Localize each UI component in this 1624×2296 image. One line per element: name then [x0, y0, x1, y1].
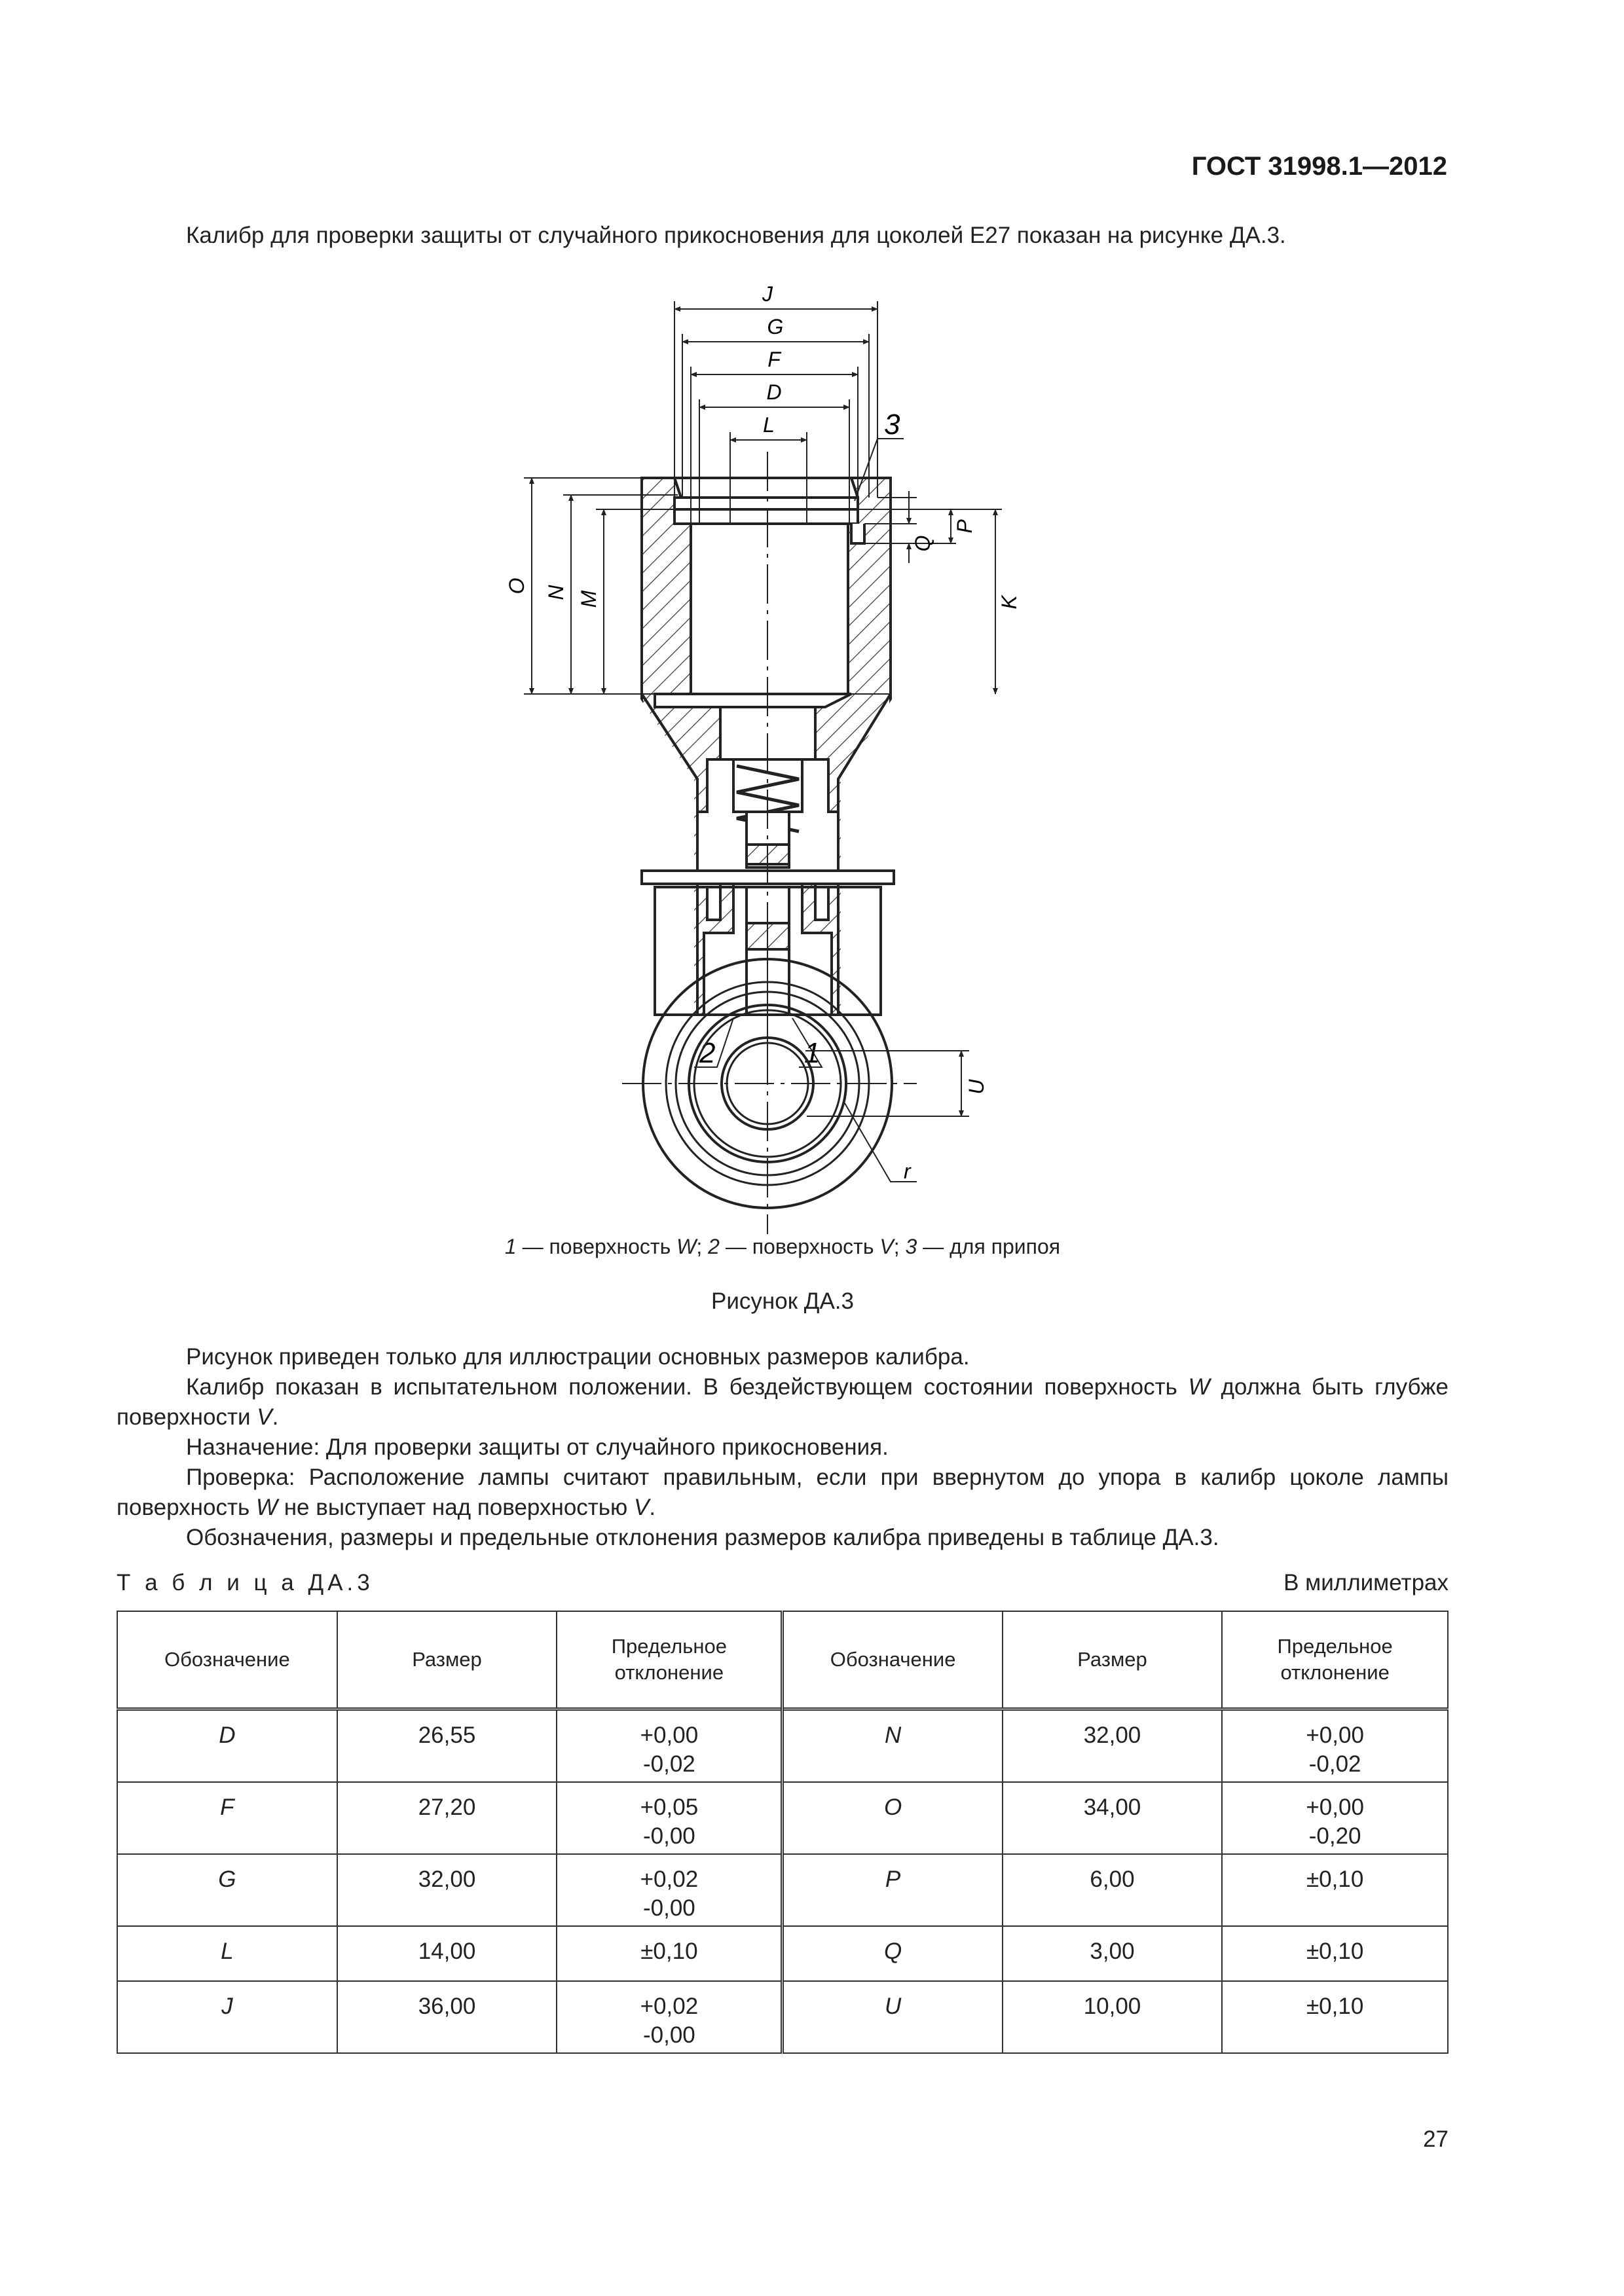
- legend-num-1: 1: [504, 1235, 517, 1258]
- dim-label-D: D: [766, 380, 782, 404]
- tolerance-lower: -0,20: [1308, 1823, 1361, 1849]
- dim-label-F: F: [767, 348, 781, 371]
- cell-symbol: J: [117, 1981, 337, 2053]
- section-view: [639, 478, 894, 1018]
- dim-label-J: J: [762, 282, 773, 306]
- tolerance-lower: -0,00: [642, 2022, 695, 2048]
- cell-tolerance: [557, 1981, 783, 2053]
- cell-tolerance: [1222, 1709, 1448, 1783]
- legend-sep-1: ;: [696, 1235, 709, 1258]
- cell-symbol: N: [783, 1709, 1003, 1783]
- cell-tolerance: [1222, 1926, 1448, 1981]
- table-row: [117, 1709, 1448, 1783]
- table-title: Т а б л и ц а ДА.3: [117, 1570, 374, 1595]
- tolerance-upper: +0,02: [640, 1994, 699, 2019]
- cell-size: 34,00: [1003, 1782, 1223, 1854]
- paragraph-4-b: не выступает над поверхностью: [278, 1495, 635, 1520]
- paragraph-4-W: W: [255, 1495, 278, 1520]
- paragraph-2: [117, 1372, 1449, 1432]
- tolerance-lower: -0,00: [642, 1823, 695, 1849]
- paragraph-4-V: V: [634, 1495, 650, 1520]
- dim-label-K: K: [997, 595, 1021, 610]
- cell-symbol: L: [117, 1926, 337, 1981]
- cell-tolerance: [557, 1926, 783, 1981]
- paragraph-2-c: .: [272, 1404, 279, 1430]
- cell-size: 36,00: [337, 1981, 557, 2053]
- page-number: 27: [1423, 2126, 1449, 2152]
- tolerance-upper: +0,02: [640, 1867, 699, 1892]
- tolerance-upper: +0,00: [640, 1722, 699, 1748]
- dim-label-G: G: [767, 315, 784, 338]
- cell-symbol: D: [117, 1709, 337, 1783]
- cell-size: 10,00: [1003, 1981, 1223, 2053]
- standard-header: ГОСТ 31998.1—2012: [1191, 152, 1447, 181]
- tolerance-upper: +0,00: [1306, 1722, 1364, 1748]
- cell-size: 27,20: [337, 1782, 557, 1854]
- paragraph-5: Обозначения, размеры и предельные отклонения размеров калибра приведены в таблице ДА.3.: [186, 1525, 1219, 1550]
- paragraph-4: [117, 1463, 1449, 1523]
- callout-1: 1: [804, 1037, 821, 1069]
- table-row: [117, 1926, 1448, 1981]
- dim-label-M: M: [577, 590, 600, 608]
- dim-label-L: L: [763, 413, 775, 437]
- cell-symbol: U: [783, 1981, 1003, 2053]
- legend-num-2: 2: [708, 1235, 720, 1258]
- cell-symbol: O: [783, 1782, 1003, 1854]
- tolerance-lower: -0,00: [642, 1895, 695, 1921]
- callout-3: 3: [884, 409, 900, 441]
- cell-size: 32,00: [337, 1854, 557, 1926]
- cell-tolerance: [1222, 1782, 1448, 1854]
- cell-symbol: F: [117, 1782, 337, 1854]
- table-units: В миллиметрах: [1283, 1570, 1449, 1595]
- cell-tolerance: [1222, 1981, 1448, 2053]
- col-header-tolerance-1: Предельное отклонение: [557, 1611, 783, 1709]
- legend-sep-2: ;: [893, 1235, 906, 1258]
- cell-size: 3,00: [1003, 1926, 1223, 1981]
- cell-size: 26,55: [337, 1709, 557, 1783]
- dim-label-Q: Q: [911, 535, 934, 552]
- cell-symbol: P: [783, 1854, 1003, 1926]
- tolerance-upper: ±0,10: [1306, 1939, 1364, 1964]
- paragraph-4-c: .: [649, 1495, 656, 1520]
- tolerance-upper: ±0,10: [1306, 1994, 1364, 2019]
- dim-label-r: r: [904, 1159, 911, 1183]
- cell-tolerance: [557, 1854, 783, 1926]
- tolerance-lower: -0,02: [642, 1751, 695, 1777]
- legend-text-3: — для припоя: [917, 1235, 1061, 1258]
- table-header-row: [117, 1611, 1448, 1709]
- gauge-drawing: [458, 275, 1113, 1244]
- cell-size: 14,00: [337, 1926, 557, 1981]
- dim-label-N: N: [544, 585, 568, 600]
- paragraph-1: Рисунок приведен только для иллюстрации основных размеров калибра.: [186, 1344, 970, 1370]
- col-header-tolerance-2: Предельное отклонение: [1222, 1611, 1448, 1709]
- figure-caption: Рисунок ДА.3: [711, 1288, 854, 1314]
- dim-label-P: P: [953, 519, 976, 534]
- col-header-size-2: Размер: [1003, 1611, 1223, 1709]
- table-row: [117, 1981, 1448, 2053]
- paragraph-2-V: V: [257, 1404, 272, 1430]
- paragraph-2-a: Калибр показан в испытательном положении. В бездействующем состоянии поверхность: [186, 1374, 1189, 1400]
- inner-bore: [691, 524, 848, 694]
- table-row: [117, 1782, 1448, 1854]
- tolerance-lower: -0,02: [1308, 1751, 1361, 1777]
- tolerance-upper: +0,05: [640, 1795, 699, 1820]
- legend-sym-W: W: [676, 1235, 697, 1258]
- legend-num-3: 3: [905, 1235, 917, 1258]
- intro-text: Калибр для проверки защиты от случайного прикосновения для цоколей E27 показан на рисунке ДА.3.: [186, 223, 1286, 248]
- legend-text-1: — поверхность: [516, 1235, 677, 1258]
- paragraph-2-b: должна быть глубже поверхности: [117, 1374, 1449, 1430]
- col-header-designation-1: Обозначение: [117, 1611, 337, 1709]
- dim-label-U: U: [965, 1079, 988, 1095]
- cell-tolerance: [1222, 1854, 1448, 1926]
- col-header-size-1: Размер: [337, 1611, 557, 1709]
- tolerance-upper: +0,00: [1306, 1795, 1364, 1820]
- tolerance-upper: ±0,10: [1306, 1867, 1364, 1892]
- cell-tolerance: [557, 1709, 783, 1783]
- tolerance-upper: ±0,10: [640, 1939, 698, 1964]
- cell-size: 6,00: [1003, 1854, 1223, 1926]
- dimensions-table: [117, 1611, 1449, 2054]
- table-row: [117, 1854, 1448, 1926]
- cell-symbol: G: [117, 1854, 337, 1926]
- cell-symbol: Q: [783, 1926, 1003, 1981]
- cell-size: 32,00: [1003, 1709, 1223, 1783]
- legend-sym-V: V: [879, 1235, 894, 1258]
- dim-label-O: O: [505, 577, 528, 594]
- legend-text-2: — поверхность: [719, 1235, 880, 1258]
- col-header-designation-2: Обозначение: [783, 1611, 1003, 1709]
- figure-legend: [117, 1235, 1449, 1259]
- paragraph-3: Назначение: Для проверки защиты от случайного прикосновения.: [186, 1434, 889, 1460]
- paragraph-2-W: W: [1188, 1374, 1210, 1400]
- callout-2: 2: [699, 1037, 716, 1069]
- paragraph-4-a: Проверка: Расположение лампы считают правильным, если при ввернутом до упора в калибр цоколе лампы поверхность: [117, 1465, 1449, 1520]
- cell-tolerance: [557, 1782, 783, 1854]
